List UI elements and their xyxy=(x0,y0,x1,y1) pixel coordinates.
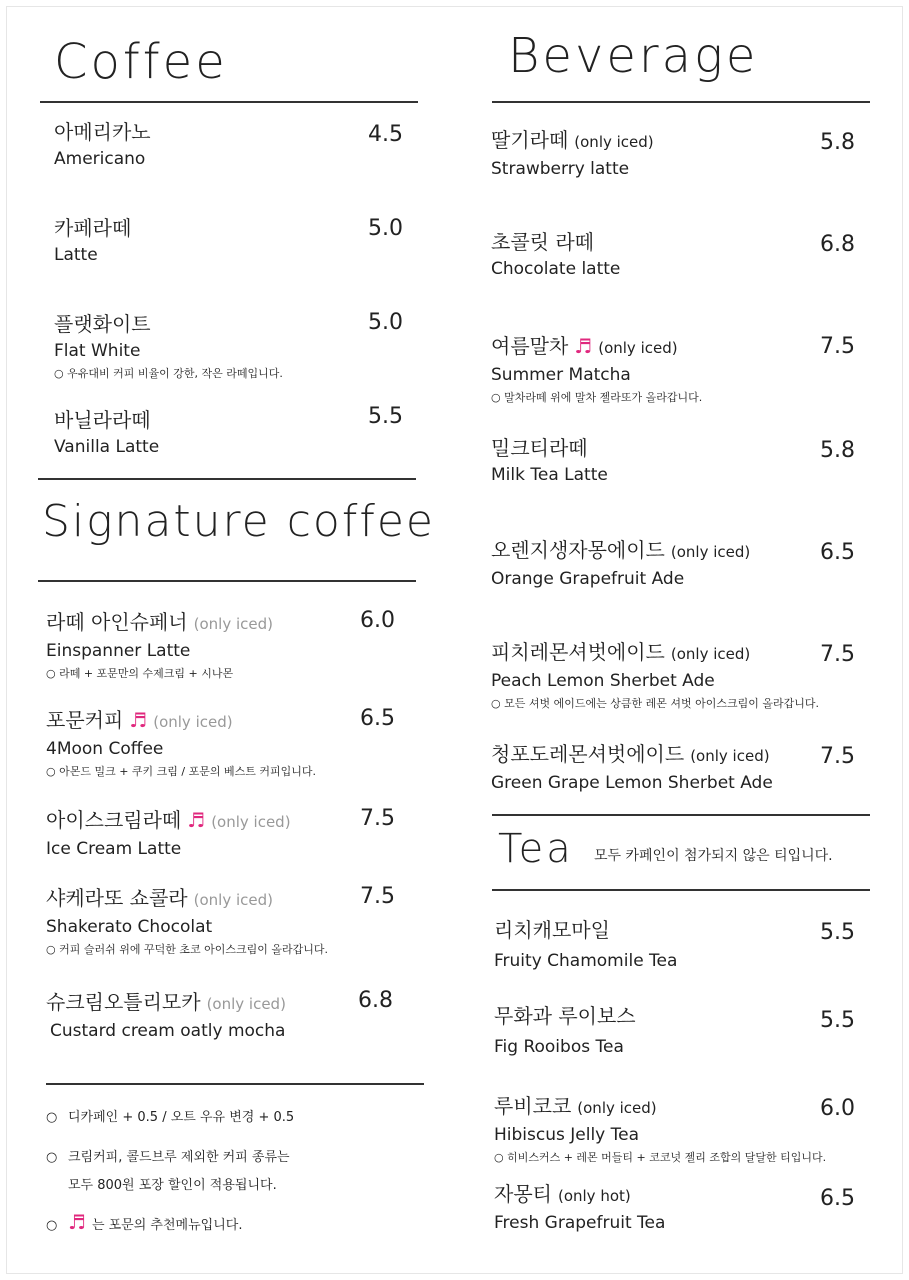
item-name-ko-text: 포문커피 xyxy=(46,708,124,732)
item-name-ko: 카페라떼 xyxy=(54,216,132,240)
item-name-ko xyxy=(46,708,316,734)
menu-item-chocolate-latte xyxy=(491,230,620,280)
signature-heading: Signature coffee xyxy=(42,496,435,547)
item-name-en: Flat White xyxy=(54,341,141,361)
item-name-ko xyxy=(46,990,286,1016)
item-name-en: Chocolate latte xyxy=(491,259,621,279)
item-name-en: Ice Cream Latte xyxy=(46,839,182,859)
item-name-ko-text: 샤케라또 쇼콜라 xyxy=(46,886,188,910)
item-price: 5.0 xyxy=(368,310,403,335)
item-name-ko-text: 아이스크림라떼 xyxy=(46,808,182,832)
menu-item-einspanner xyxy=(46,610,273,682)
coffee-bottom-rule xyxy=(38,478,416,480)
item-price: 5.8 xyxy=(820,130,855,155)
item-name-ko xyxy=(491,128,654,154)
item-name-ko: 무화과 루이보스 xyxy=(494,1004,636,1028)
item-name-ko xyxy=(46,808,291,834)
item-name-ko-text: 루비코코 xyxy=(494,1094,572,1118)
only-iced-tag: (only iced) xyxy=(211,813,291,831)
item-name-en: Strawberry latte xyxy=(491,159,630,179)
menu-item-chamomile xyxy=(494,918,677,972)
item-price: 6.0 xyxy=(820,1096,855,1121)
item-price: 7.5 xyxy=(820,642,855,667)
menu-item-strawberry-latte xyxy=(491,128,654,180)
footnote-recommend xyxy=(46,1212,242,1236)
only-iced-tag: (only iced) xyxy=(690,747,770,765)
item-name-ko xyxy=(491,334,702,360)
footnote-text: 디카페인 + 0.5 / 오트 우유 변경 + 0.5 xyxy=(68,1110,295,1125)
music-note-icon: ♬ xyxy=(574,334,593,358)
item-price: 6.0 xyxy=(360,608,395,633)
item-name-ko-text: 피치레몬셔벗에이드 xyxy=(491,640,665,664)
item-price: 7.5 xyxy=(360,806,395,831)
beverage-heading: Beverage xyxy=(508,28,759,84)
only-iced-tag: (only iced) xyxy=(193,615,273,633)
item-price: 6.8 xyxy=(820,232,855,257)
bullet-icon: ○ xyxy=(46,1218,58,1233)
item-note: ○ 라떼 + 포문만의 수제크림 + 시나몬 xyxy=(46,667,234,680)
item-name-en: Fresh Grapefruit Tea xyxy=(494,1213,666,1233)
menu-item-custard-mocha xyxy=(46,990,286,1042)
music-note-icon: ♬ xyxy=(129,708,148,732)
music-note-icon: ♬ xyxy=(68,1210,86,1234)
only-iced-tag: (only iced) xyxy=(577,1099,657,1117)
item-price: 7.5 xyxy=(360,884,395,909)
coffee-rule xyxy=(40,101,418,103)
item-price: 7.5 xyxy=(820,744,855,769)
item-name-en: Shakerato Chocolat xyxy=(46,917,213,937)
item-name-ko-text: 자몽티 xyxy=(494,1182,552,1206)
only-hot-tag: (only hot) xyxy=(557,1187,631,1205)
item-price: 4.5 xyxy=(368,122,403,147)
item-name-ko-text: 오렌지생자몽에이드 xyxy=(491,538,665,562)
item-note: ○ 히비스커스 + 레몬 머들티 + 코코넛 젤리 조합의 달달한 티입니다. xyxy=(494,1151,827,1164)
item-name-en: Peach Lemon Sherbet Ade xyxy=(491,671,715,691)
footnote-takeout-2 xyxy=(68,1176,277,1196)
menu-item-americano xyxy=(54,120,151,170)
item-note: ○ 모든 셔벗 에이드에는 상큼한 레몬 셔벗 아이스크림이 올라갑니다. xyxy=(491,697,819,710)
footnote-text: 크림커피, 콜드브루 제외한 커피 종류는 xyxy=(68,1150,290,1165)
item-name-ko-text: 라떼 아인슈페너 xyxy=(46,610,188,634)
menu-item-ruby-coco xyxy=(494,1094,826,1166)
menu-item-fig-rooibos xyxy=(494,1004,636,1058)
only-iced-tag: (only iced) xyxy=(153,713,233,731)
item-name-ko: 바닐라라떼 xyxy=(54,408,151,432)
item-name-ko-text: 청포도레몬셔벗에이드 xyxy=(491,742,685,766)
item-price: 6.5 xyxy=(820,540,855,565)
item-name-en: Fig Rooibos Tea xyxy=(494,1037,624,1057)
item-note: ○ 우유대비 커피 비율이 강한, 작은 라떼입니다. xyxy=(54,367,283,380)
item-name-ko: 플랫화이트 xyxy=(54,312,151,336)
bullet-icon: ○ xyxy=(46,1150,58,1165)
item-name-ko: 리치캐모마일 xyxy=(494,918,610,942)
item-name-ko-text: 여름말차 xyxy=(491,334,569,358)
item-price: 6.5 xyxy=(360,706,395,731)
menu-item-ice-cream-latte xyxy=(46,808,291,860)
item-name-en: Milk Tea Latte xyxy=(491,465,608,485)
item-name-en: Latte xyxy=(54,245,98,265)
item-name-ko xyxy=(46,610,273,636)
item-price: 5.0 xyxy=(368,216,403,241)
menu-item-summer-matcha xyxy=(491,334,702,406)
tea-rule xyxy=(492,889,870,891)
tea-heading: Tea xyxy=(498,826,574,872)
tea-subtitle: 모두 카페인이 첨가되지 않은 티입니다. xyxy=(594,848,833,864)
only-iced-tag: (only iced) xyxy=(574,133,654,151)
item-name-ko xyxy=(491,538,750,564)
footnote-takeout xyxy=(46,1148,290,1168)
item-name-ko xyxy=(491,640,819,666)
footnote-decaf xyxy=(46,1108,294,1128)
only-iced-tag: (only iced) xyxy=(193,891,273,909)
item-name-en: Custard cream oatly mocha xyxy=(50,1021,286,1041)
only-iced-tag: (only iced) xyxy=(206,995,286,1013)
item-price: 5.8 xyxy=(820,438,855,463)
item-price: 5.5 xyxy=(820,920,855,945)
item-price: 6.8 xyxy=(358,988,393,1013)
menu-item-grapefruit-tea xyxy=(494,1182,665,1234)
item-name-en: Americano xyxy=(54,149,146,169)
item-name-en: Einspanner Latte xyxy=(46,641,191,661)
menu-item-4moon-coffee xyxy=(46,708,316,780)
menu-item-green-grape-ade xyxy=(491,742,773,794)
menu-item-latte xyxy=(54,216,131,266)
item-name-en: Vanilla Latte xyxy=(54,437,160,457)
item-name-en: 4Moon Coffee xyxy=(46,739,164,759)
coffee-heading: Coffee xyxy=(54,34,228,90)
item-note: ○ 커피 슬러쉬 위에 꾸덕한 초코 아이스크림이 올라갑니다. xyxy=(46,943,328,956)
item-name-en: Orange Grapefruit Ade xyxy=(491,569,685,589)
item-price: 6.5 xyxy=(820,1186,855,1211)
music-note-icon: ♬ xyxy=(187,808,206,832)
menu-item-peach-lemon-ade xyxy=(491,640,819,712)
only-iced-tag: (only iced) xyxy=(670,645,751,663)
item-name-ko: 밀크티라떼 xyxy=(491,436,588,460)
item-name-ko xyxy=(46,886,328,912)
item-name-en: Green Grape Lemon Sherbet Ade xyxy=(491,773,773,793)
menu-item-shakerato xyxy=(46,886,328,958)
signature-rule xyxy=(38,580,416,582)
item-note: ○ 말차라떼 위에 말차 젤라또가 올라갑니다. xyxy=(491,391,703,404)
menu-item-flat-white xyxy=(54,312,283,382)
item-name-ko-text: 슈크림오틀리모카 xyxy=(46,990,201,1014)
footnote-rule xyxy=(46,1083,424,1085)
item-price: 5.5 xyxy=(820,1008,855,1033)
menu-item-vanilla-latte xyxy=(54,408,159,458)
item-name-ko-text: 딸기라떼 xyxy=(491,128,569,152)
only-iced-tag: (only iced) xyxy=(670,543,751,561)
item-name-ko xyxy=(494,1182,665,1208)
beverage-rule xyxy=(492,101,870,103)
footnote-text: 는 포문의 추천메뉴입니다. xyxy=(91,1218,243,1233)
item-price: 5.5 xyxy=(368,404,403,429)
item-name-ko xyxy=(494,1094,826,1120)
item-name-en: Hibiscus Jelly Tea xyxy=(494,1125,640,1145)
menu-item-orange-grapefruit-ade xyxy=(491,538,750,590)
item-note: ○ 아몬드 밀크 + 쿠키 크림 / 포문의 베스트 커피입니다. xyxy=(46,765,317,778)
item-price: 7.5 xyxy=(820,334,855,359)
footnote-text: 모두 800원 포장 할인이 적용됩니다. xyxy=(68,1178,277,1193)
item-name-en: Fruity Chamomile Tea xyxy=(494,951,678,971)
only-iced-tag: (only iced) xyxy=(598,339,678,357)
item-name-en: Summer Matcha xyxy=(491,365,631,385)
item-name-ko: 아메리카노 xyxy=(54,120,151,144)
item-name-ko xyxy=(491,742,773,768)
item-name-ko: 초콜릿 라떼 xyxy=(491,230,594,254)
menu-item-milk-tea-latte xyxy=(491,436,608,486)
tea-top-rule xyxy=(492,814,870,816)
bullet-icon: ○ xyxy=(46,1110,58,1125)
